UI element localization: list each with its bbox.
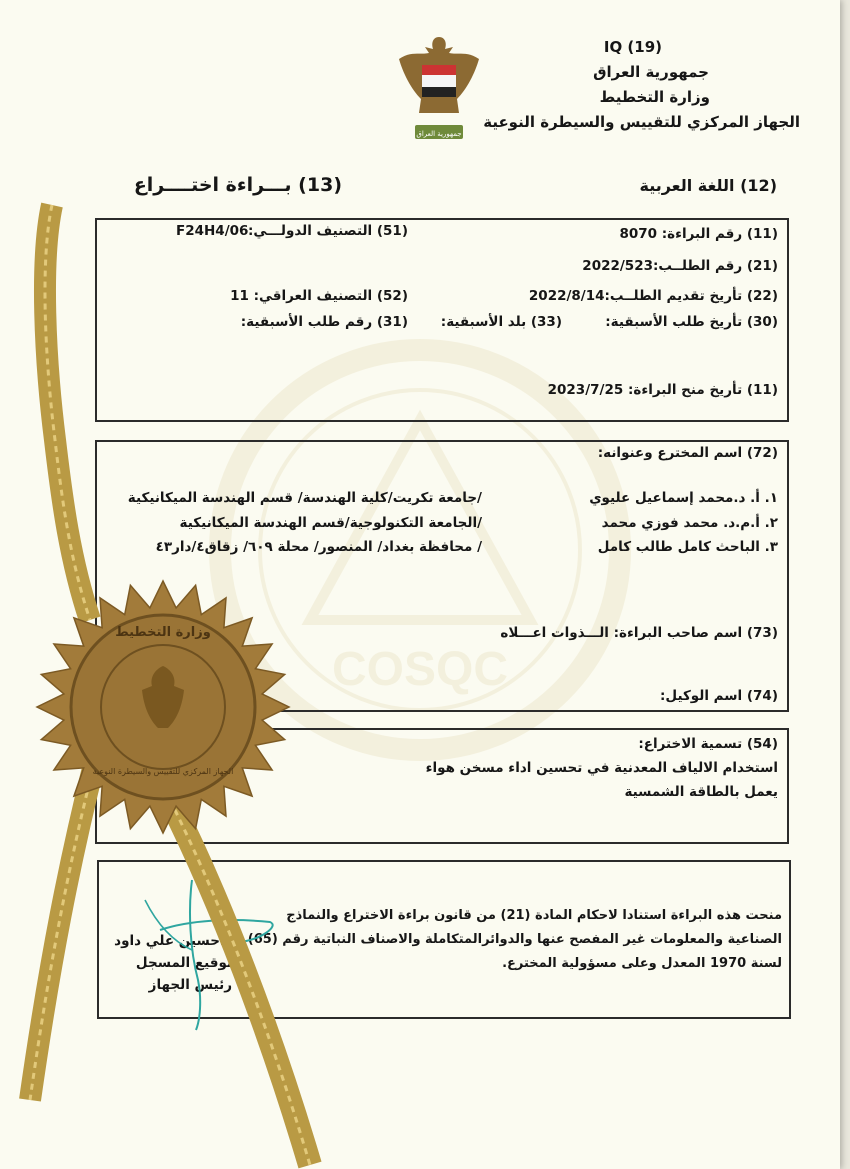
inventors-label: (72) اسم المخترع وعنوانه:	[597, 445, 778, 461]
signer-role-head: رئيس الجهاز	[148, 977, 232, 993]
iraq-eagle-emblem	[393, 33, 485, 145]
signer-name: د.حسين علي داود	[114, 933, 232, 949]
priority-number: (31) رقم طلب الأسبقية:	[240, 314, 408, 330]
country-code: IQ (19)	[603, 38, 662, 56]
emblem-scroll-text: جمهورية العراق	[416, 130, 462, 138]
inventor-3-name: ٣. الباحث كامل طالب كامل	[597, 539, 778, 555]
patent-owner: (73) اسم صاحب البراءة: الـــذوات اعـــلاه	[500, 625, 778, 641]
gold-seal	[34, 578, 292, 836]
seal-ring-text: الجهاز المركزي للتقييس والسيطرة النوعية	[92, 767, 234, 776]
grant-date: (11) تأريخ منح البراءة: 2023/7/25	[547, 382, 778, 398]
intl-class-value: F24H4/06	[176, 223, 249, 239]
seal-top-text: وزارة التخطيط	[115, 625, 211, 640]
ministry-name: وزارة التخطيط	[599, 88, 710, 106]
iraqi-class: (52) التصنيف العراقي: 11	[230, 288, 408, 304]
inventor-2-name: ٢. أ.م.د. محمد فوزي محمد	[601, 515, 778, 531]
invention-title-line-1: استخدام الالياف المعدنية في تحسين اداء مسخن هواء	[425, 760, 778, 776]
inventor-2-address: /الجامعة التكنولوجية/قسم الهندسة الميكانيكية	[179, 515, 482, 531]
patent-number: (11) رقم البراءة: 8070	[619, 226, 778, 242]
inventor-3-address: / محافظة بغداد/ المنصور/ محلة ٦٠٩/ زقاق٤/دار٤٣	[155, 539, 482, 555]
signer-role-registrar: توقيع المسجل	[135, 955, 232, 971]
intl-class-label: (51) التصنيف الدولـــي:	[247, 223, 408, 239]
inventor-1-address: /جامعة تكريت/كلية الهندسة/ قسم الهندسة الميكانيكية	[127, 490, 482, 506]
grant-statement-line-2: الصناعية والمعلومات غير المفصح عنها والدوائرالمتكاملة والاصناف النباتية رقم (65)	[247, 932, 782, 947]
language-field: (12) اللغة العربية	[639, 176, 777, 195]
invention-title-label: (54) تسمية الاختراع:	[638, 736, 778, 752]
republic-name: جمهورية العراق	[593, 63, 709, 81]
watermark-text: COSQC	[331, 643, 509, 696]
agency-name: الجهاز المركزي للتقييس والسيطرة النوعية	[483, 113, 800, 131]
application-number: (21) رقم الطلــب:2022/523	[582, 258, 778, 274]
inventor-1-name: ١. أ. د.محمد إسماعيل عليوي	[589, 490, 778, 506]
handwritten-signature	[140, 870, 300, 1040]
filing-date: (22) تأريخ تقديم الطلــب:2022/8/14	[528, 288, 778, 304]
invention-title-line-2: يعمل بالطاقة الشمسية	[624, 784, 778, 800]
priority-date: (30) تأريخ طلب الأسبقية:	[605, 314, 778, 330]
grant-statement-line-3: لسنة 1970 المعدل وعلى مسؤولية المخترع.	[502, 956, 782, 971]
agent-field: (74) اسم الوكيل:	[660, 688, 778, 704]
grant-statement-line-1: منحت هذه البراءة استنادا لاحكام المادة (21) من قانون براءة الاختراع والنماذج	[286, 908, 782, 923]
priority-country: (33) بلد الأسبقية:	[440, 314, 562, 330]
document-type-title: (13) بـــراءة اختــــراع	[133, 174, 342, 196]
